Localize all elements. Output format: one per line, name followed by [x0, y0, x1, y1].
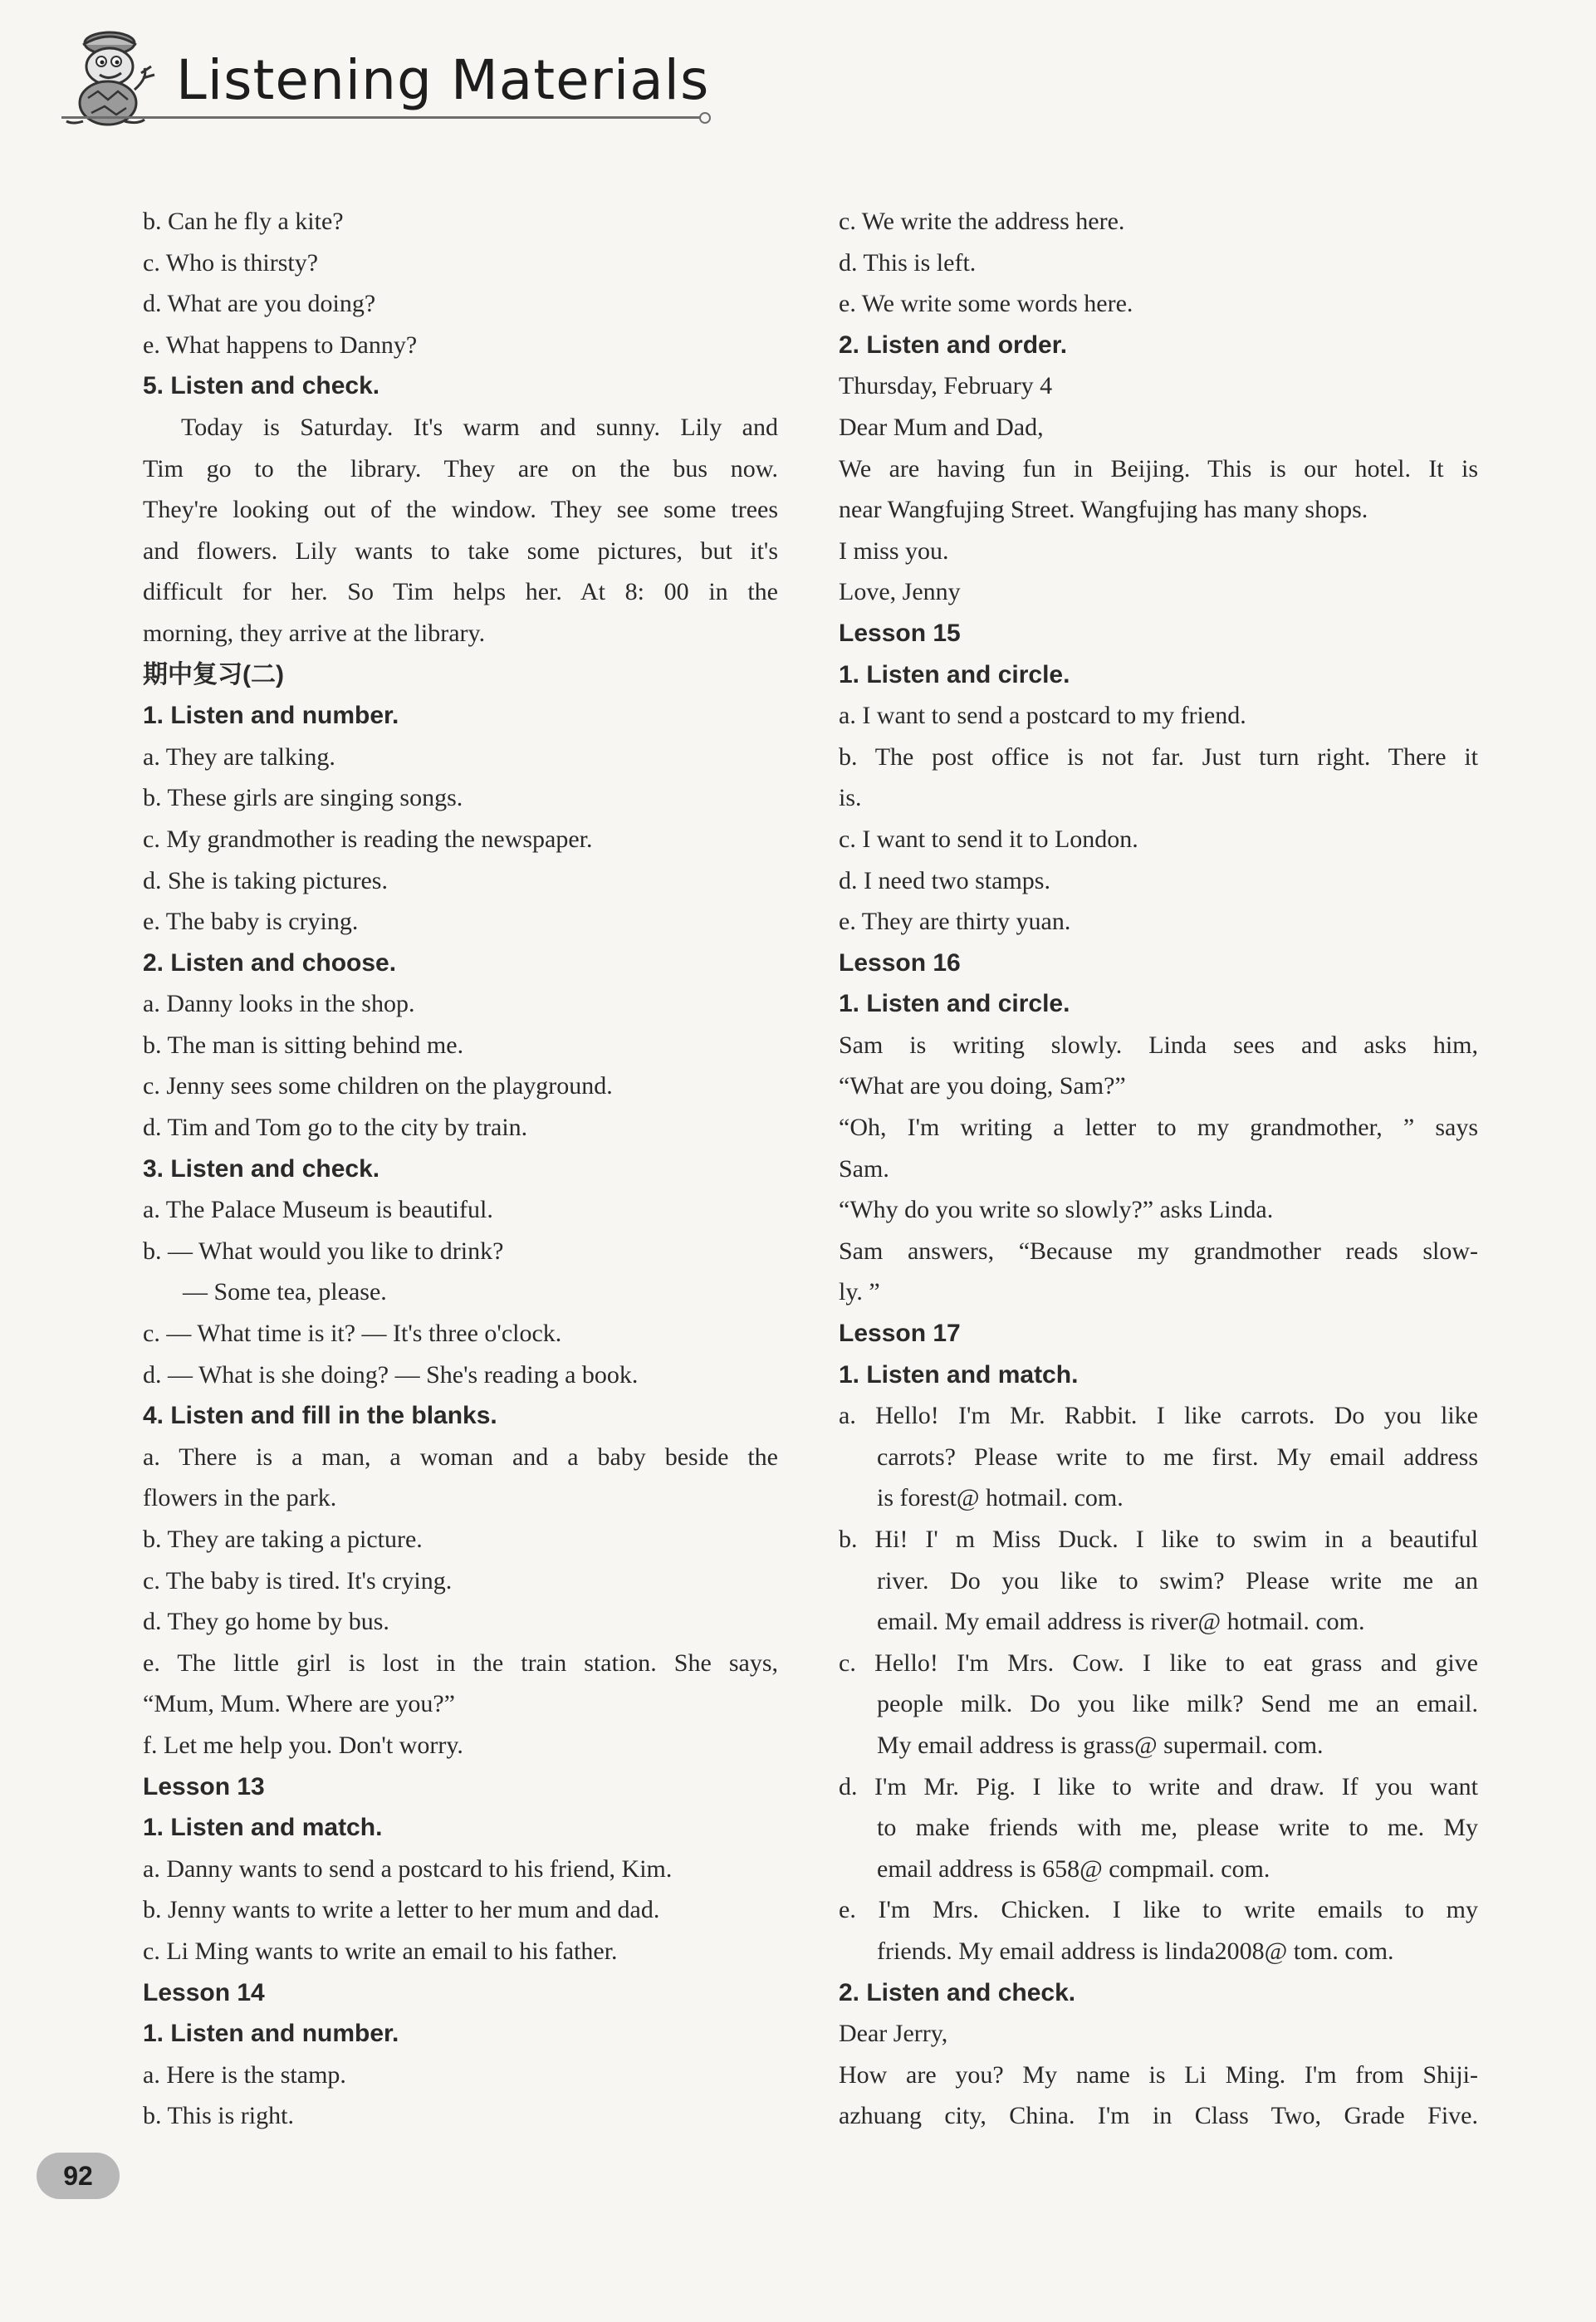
text-line: carrots? Please write to me first. My email address — [877, 1443, 1478, 1471]
text-line: We are having fun in Beijing. This is our hotel. It is — [839, 454, 1478, 483]
text-line: d. They go home by bus. — [143, 1608, 389, 1636]
text-line: How are you? My name is Li Ming. I'm from Shiji- — [839, 2060, 1478, 2089]
text-line: Dear Mum and Dad, — [839, 413, 1044, 441]
text-line: b. The man is sitting behind me. — [143, 1031, 464, 1059]
text-line: b. Jenny wants to write a letter to her mum and dad. — [143, 1896, 660, 1924]
text-line: My email address is grass@ supermail. com. — [877, 1731, 1324, 1759]
text-line: d. I'm Mr. Pig. I like to write and draw. If you want — [839, 1772, 1478, 1800]
page-header — [58, 17, 714, 133]
text-line: a. I want to send a postcard to my friend. — [839, 702, 1246, 730]
text-line: d. What are you doing? — [143, 290, 376, 318]
section-heading: 5. Listen and check. — [143, 372, 380, 400]
section-heading: 2. Listen and choose. — [143, 948, 397, 977]
text-line: a. Hello! I'm Mr. Rabbit. I like carrots. Do you like — [839, 1402, 1478, 1430]
text-line: e. I'm Mrs. Chicken. I like to write emails to my — [839, 1896, 1478, 1924]
text-line: morning, they arrive at the library. — [143, 619, 486, 647]
text-line: “Why do you write so slowly?” asks Linda. — [839, 1196, 1274, 1224]
text-line: b. Can he fly a kite? — [143, 208, 344, 235]
text-line: e. The little girl is lost in the train station. She says, — [143, 1648, 778, 1677]
page-title: Listening Materials — [176, 48, 710, 112]
text-line: e. They are thirty yuan. — [839, 908, 1071, 936]
text-line: I miss you. — [839, 536, 949, 565]
text-line: Thursday, February 4 — [839, 372, 1053, 400]
text-line: b. — What would you like to drink? — [143, 1237, 504, 1265]
section-heading: Lesson 16 — [839, 948, 961, 977]
text-line: email. My email address is river@ hotmail. com. — [877, 1608, 1365, 1636]
section-heading: 2. Listen and check. — [839, 1978, 1076, 2006]
text-line: b. Hi! I' m Miss Duck. I like to swim in a beautiful — [839, 1526, 1478, 1553]
text-line: e. We write some words here. — [839, 290, 1133, 318]
section-heading: 1. Listen and match. — [839, 1360, 1079, 1389]
text-line: Sam is writing slowly. Linda sees and asks him, — [839, 1031, 1478, 1059]
text-line: They're looking out of the window. They see some trees — [143, 496, 778, 524]
text-line: c. Who is thirsty? — [143, 248, 319, 277]
text-line: difficult for her. So Tim helps her. At 8: 00 in the — [143, 578, 778, 606]
section-heading: 1. Listen and circle. — [839, 660, 1070, 688]
text-line: b. This is right. — [143, 2102, 294, 2130]
section-heading: Lesson 14 — [143, 1978, 265, 2006]
section-heading: 2. Listen and order. — [839, 331, 1068, 359]
section-heading: Lesson 13 — [143, 1772, 265, 1800]
text-line: is. — [839, 784, 862, 812]
text-line: a. Here is the stamp. — [143, 2060, 346, 2089]
text-line: Dear Jerry, — [839, 2020, 948, 2048]
section-heading: 1. Listen and number. — [143, 2020, 399, 2048]
text-line: a. There is a man, a woman and a baby beside the — [143, 1443, 778, 1471]
text-line: f. Let me help you. Don't worry. — [143, 1731, 463, 1759]
text-line: c. Hello! I'm Mrs. Cow. I like to eat grass and give — [839, 1648, 1478, 1677]
turtle-mascot-icon — [58, 23, 166, 131]
text-line: c. I want to send it to London. — [839, 825, 1138, 853]
text-line: b. The post office is not far. Just turn right. There it — [839, 742, 1478, 771]
text-line: b. They are taking a picture. — [143, 1526, 423, 1553]
text-line: a. The Palace Museum is beautiful. — [143, 1196, 493, 1224]
section-heading: Lesson 15 — [839, 619, 961, 647]
text-line: near Wangfujing Street. Wangfujing has many shops. — [839, 496, 1368, 524]
section-heading: 1. Listen and number. — [143, 702, 399, 730]
text-line: Love, Jenny — [839, 578, 961, 606]
left-column — [143, 201, 778, 2137]
text-line: a. Danny looks in the shop. — [143, 990, 415, 1018]
text-line: Today is Saturday. It's warm and sunny. Lily and — [181, 413, 778, 441]
section-heading: 1. Listen and circle. — [839, 990, 1070, 1018]
right-column — [839, 201, 1478, 2137]
header-divider-end — [699, 112, 711, 124]
section-heading: 4. Listen and fill in the blanks. — [143, 1402, 497, 1430]
text-line: Sam answers, “Because my grandmother reads slow- — [839, 1237, 1478, 1265]
section-heading: 期中复习(二) — [143, 660, 284, 688]
text-line: — Some tea, please. — [183, 1278, 387, 1306]
text-line: a. They are talking. — [143, 742, 335, 771]
text-line: to make friends with me, please write to me. My — [877, 1814, 1478, 1842]
page-number: 92 — [37, 2153, 120, 2199]
text-line: d. — What is she doing? — She's reading a book. — [143, 1360, 639, 1389]
text-line: c. We write the address here. — [839, 208, 1125, 235]
header-divider — [61, 116, 701, 119]
text-line: “Mum, Mum. Where are you?” — [143, 1690, 455, 1718]
text-line: Tim go to the library. They are on the bus now. — [143, 454, 778, 483]
text-line: flowers in the park. — [143, 1484, 337, 1512]
section-heading: 3. Listen and check. — [143, 1154, 380, 1183]
text-line: river. Do you like to swim? Please write me an — [877, 1566, 1478, 1595]
section-heading: 1. Listen and match. — [143, 1814, 383, 1842]
text-line: and flowers. Lily wants to take some pictures, but it's — [143, 536, 778, 565]
text-line: Sam. — [839, 1154, 889, 1183]
text-line: ly. ” — [839, 1278, 880, 1306]
text-line: d. I need two stamps. — [839, 866, 1050, 894]
text-line: “Oh, I'm writing a letter to my grandmother, ” says — [839, 1114, 1478, 1142]
section-heading: Lesson 17 — [839, 1320, 961, 1348]
text-line: “What are you doing, Sam?” — [839, 1072, 1126, 1100]
text-line: e. The baby is crying. — [143, 908, 359, 936]
text-line: c. — What time is it? — It's three o'clock. — [143, 1320, 562, 1348]
text-line: e. What happens to Danny? — [143, 331, 418, 359]
text-line: c. The baby is tired. It's crying. — [143, 1566, 453, 1595]
text-line: d. This is left. — [839, 248, 977, 277]
text-line: c. Jenny sees some children on the playground. — [143, 1072, 613, 1100]
text-line: is forest@ hotmail. com. — [877, 1484, 1124, 1512]
text-line: c. My grandmother is reading the newspaper. — [143, 825, 593, 853]
text-line: people milk. Do you like milk? Send me an email. — [877, 1690, 1478, 1718]
text-line: b. These girls are singing songs. — [143, 784, 463, 812]
text-line: a. Danny wants to send a postcard to his friend, Kim. — [143, 1854, 673, 1883]
text-line: friends. My email address is linda2008@ tom. com. — [877, 1937, 1394, 1965]
text-line: d. Tim and Tom go to the city by train. — [143, 1114, 528, 1142]
text-line: c. Li Ming wants to write an email to his father. — [143, 1937, 618, 1965]
text-line: azhuang city, China. I'm in Class Two, Grade Five. — [839, 2102, 1478, 2130]
text-line: email address is 658@ compmail. com. — [877, 1854, 1270, 1883]
text-line: d. She is taking pictures. — [143, 866, 388, 894]
